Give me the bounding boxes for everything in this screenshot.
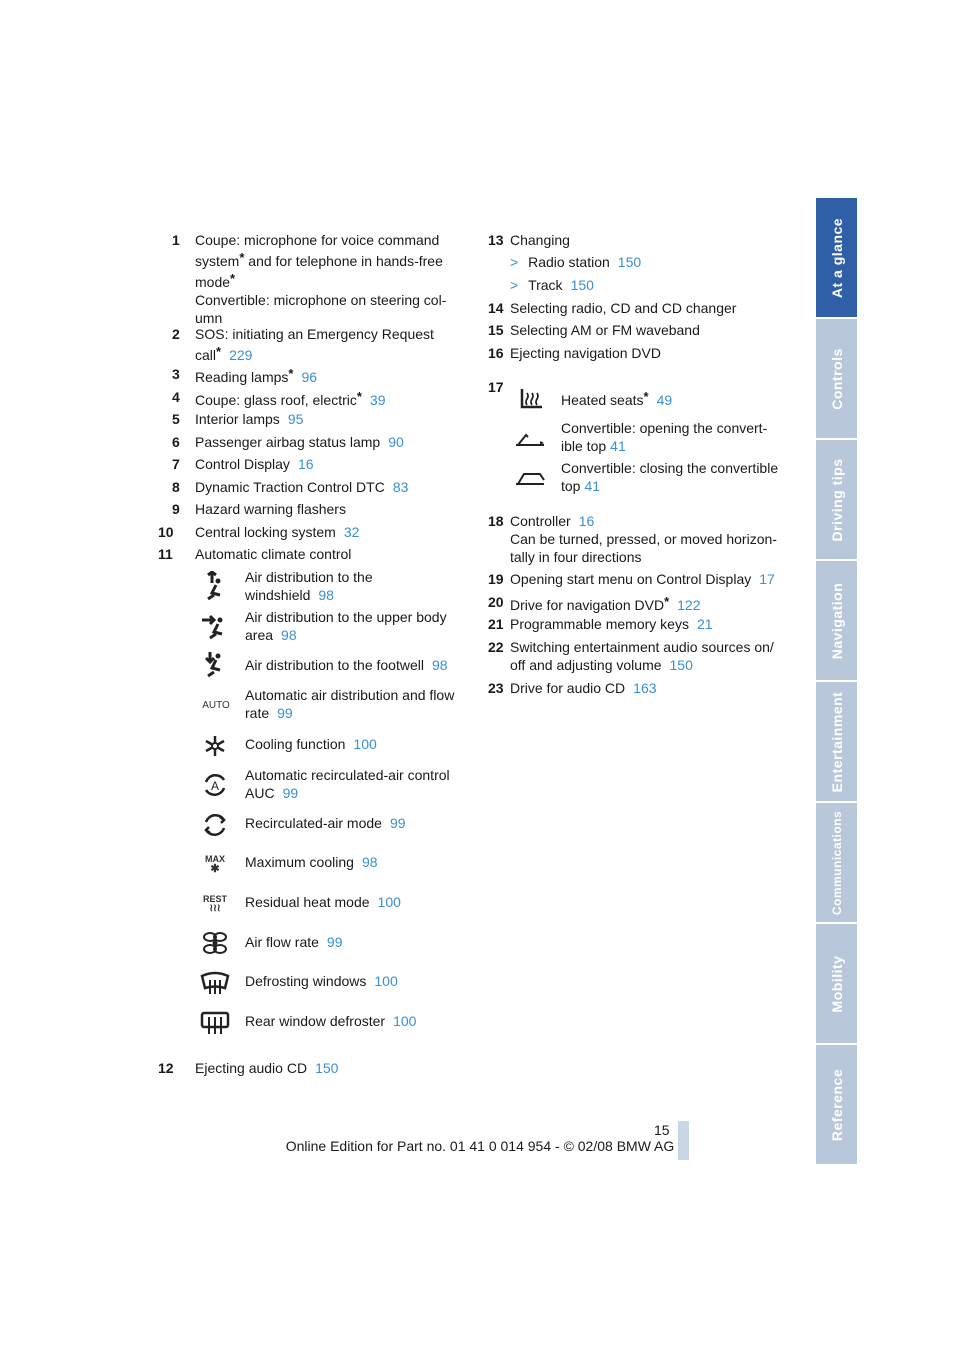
item-number: 7 <box>172 456 180 472</box>
tab-entertainment[interactable]: Entertainment <box>816 682 857 801</box>
tab-reference[interactable]: Reference <box>816 1045 857 1164</box>
page-ref-link[interactable]: 21 <box>696 616 713 632</box>
item-number: 6 <box>172 434 180 450</box>
page-ref-link[interactable]: 41 <box>610 438 626 454</box>
air-upper-body-icon <box>198 612 232 642</box>
item-number: 20 <box>488 594 504 610</box>
item-text: Air distribution to the <box>245 569 373 585</box>
sub-item <box>510 253 641 271</box>
item-text: tally in four directions <box>510 549 642 565</box>
item-text: Heated seats <box>561 392 644 408</box>
optional-star-icon: * <box>356 389 362 404</box>
item-text: Can be turned, pressed, or moved horizon- <box>510 531 777 547</box>
item-text: Control Display <box>195 456 290 472</box>
item-text: Automatic recirculated-air control <box>245 767 450 783</box>
page-ref-link[interactable]: 98 <box>361 854 378 870</box>
tab-controls[interactable]: Controls <box>816 319 857 438</box>
page-ref-link[interactable]: 229 <box>229 347 253 363</box>
tab-at-a-glance[interactable]: At a glance <box>816 198 857 317</box>
item-text: Residual heat mode <box>245 894 370 910</box>
climate-row <box>245 656 448 674</box>
item-text: mode <box>195 274 231 290</box>
fan-icon <box>198 928 232 958</box>
item-text: and for telephone in hands-free <box>248 253 443 269</box>
item-text: Passenger airbag status lamp <box>195 434 381 450</box>
item-text: Convertible: microphone on steering col- <box>195 292 447 308</box>
item-text: area <box>245 627 274 643</box>
climate-row <box>245 972 398 990</box>
sub-item <box>510 276 594 294</box>
defrost-windshield-icon <box>198 968 232 998</box>
item-number: 5 <box>172 411 180 427</box>
item-number: 3 <box>172 366 180 382</box>
climate-row <box>245 735 377 753</box>
page-ref-link[interactable]: 83 <box>392 479 409 495</box>
item-text: Convertible: opening the convert- <box>561 420 768 436</box>
tab-driving-tips[interactable]: Driving tips <box>816 440 857 559</box>
item-text: Central locking system <box>195 524 336 540</box>
optional-star-icon: * <box>664 594 670 609</box>
item-text: Recirculated-air mode <box>245 815 382 831</box>
climate-row <box>245 853 378 871</box>
item-number: 23 <box>488 680 504 696</box>
item-number: 10 <box>158 524 174 540</box>
item-text: Air distribution to the upper body <box>245 609 447 625</box>
item-text: Rear window defroster <box>245 1013 386 1029</box>
item-number: 11 <box>158 546 173 562</box>
item-text: Reading lamps <box>195 369 289 385</box>
page-ref-link[interactable]: 95 <box>287 411 304 427</box>
item-text: windshield <box>245 587 311 603</box>
item-text: Convertible: closing the convertible <box>561 460 779 476</box>
item-number: 8 <box>172 479 180 495</box>
feature-row <box>561 459 791 495</box>
item-number: 16 <box>488 345 504 361</box>
item-text: Air distribution to the footwell <box>245 657 424 673</box>
item-text: Ejecting audio CD <box>195 1060 308 1076</box>
item-text: Cooling function <box>245 736 346 752</box>
auto-icon: AUTO <box>202 700 230 711</box>
climate-row <box>245 893 401 911</box>
item-number: 9 <box>172 501 180 517</box>
top-open-icon <box>514 425 548 455</box>
item-text: Dynamic Traction Control DTC <box>195 479 385 495</box>
page-ref-link[interactable]: 99 <box>277 705 293 721</box>
page-ref-link[interactable]: 122 <box>677 597 701 613</box>
item-text: Coupe: glass roof, electric <box>195 392 357 408</box>
feature-row <box>561 388 672 409</box>
item-text: Selecting AM or FM waveband <box>510 322 700 338</box>
item-text: Hazard warning flashers <box>195 501 346 517</box>
rear-defrost-icon <box>198 1008 232 1038</box>
item-text: rate <box>245 705 270 721</box>
footer-text: Online Edition for Part no. 01 41 0 014 954 - © 02/08 BMW AG <box>285 1138 675 1154</box>
tab-communications[interactable]: Communications <box>816 803 857 922</box>
item-number: 13 <box>488 232 504 248</box>
item-number: 1 <box>172 232 180 248</box>
page-ref-link[interactable]: 100 <box>353 736 377 752</box>
item-text: top <box>561 478 581 494</box>
item-number: 18 <box>488 513 504 529</box>
item-text: Defrosting windows <box>245 973 367 989</box>
heated-seat-icon <box>514 385 548 415</box>
page-ref-link[interactable]: 17 <box>759 571 775 587</box>
item-number: 14 <box>488 300 504 316</box>
page-ref-link[interactable]: 98 <box>318 587 334 603</box>
page-ref-link[interactable]: 41 <box>584 478 601 494</box>
page-ref-link[interactable]: 32 <box>343 524 360 540</box>
item-text: Selecting radio, CD and CD changer <box>510 300 737 316</box>
page-number: 15 <box>654 1122 670 1138</box>
chapter-tabs <box>816 198 857 1160</box>
item-text: Automatic climate control <box>195 546 352 562</box>
air-windshield-icon <box>198 571 232 601</box>
page-ref-link[interactable]: 99 <box>389 815 406 831</box>
item-text: Drive for audio CD <box>510 680 626 696</box>
page-ref-link[interactable]: 98 <box>281 627 297 643</box>
item-text: Air flow rate <box>245 934 319 950</box>
page-ref-link[interactable]: 163 <box>633 680 657 696</box>
item-text: Track <box>528 277 563 293</box>
page-ref-link[interactable]: 16 <box>578 513 595 529</box>
climate-row <box>245 608 475 644</box>
page-ref-link[interactable]: 39 <box>369 392 386 408</box>
auc-icon <box>198 770 232 800</box>
item-number: 12 <box>158 1060 174 1076</box>
rest-heat-icon: REST ≀≀≀ <box>202 894 227 914</box>
max-cooling-icon: MAX ✱ <box>205 854 225 875</box>
optional-star-icon: * <box>230 271 236 286</box>
climate-row <box>245 766 475 802</box>
optional-star-icon: * <box>643 389 649 404</box>
item-text: Opening start menu on Control Display <box>510 571 752 587</box>
page-ref-link[interactable]: 99 <box>326 934 343 950</box>
item-text: Interior lamps <box>195 411 280 427</box>
bullet-icon: > <box>510 277 519 293</box>
page-ref-link[interactable]: 150 <box>669 657 693 673</box>
item-text: Programmable memory keys <box>510 616 689 632</box>
climate-row <box>245 933 343 951</box>
item-number: 2 <box>172 326 180 342</box>
air-footwell-icon <box>198 650 232 680</box>
optional-star-icon: * <box>239 250 245 265</box>
page-ref-link[interactable]: 98 <box>431 657 448 673</box>
item-number: 4 <box>172 389 180 405</box>
tab-mobility[interactable]: Mobility <box>816 924 857 1043</box>
item-text: system <box>195 253 240 269</box>
item-text: Changing <box>510 232 570 248</box>
bullet-icon: > <box>510 254 519 270</box>
page-ref-link[interactable]: 100 <box>374 973 398 989</box>
item-text: Maximum cooling <box>245 854 354 870</box>
optional-star-icon: * <box>288 366 294 381</box>
tab-navigation[interactable]: Navigation <box>816 561 857 680</box>
feature-row <box>561 419 791 455</box>
item-text: Switching entertainment audio sources on/ <box>510 639 774 655</box>
top-close-icon <box>514 464 548 494</box>
svg-text:A: A <box>210 779 220 793</box>
item-text: umn <box>195 310 223 326</box>
page-ref-link[interactable]: 100 <box>393 1013 417 1029</box>
item-text: Drive for navigation DVD <box>510 597 665 613</box>
climate-row <box>245 686 475 722</box>
item-number: 19 <box>488 571 504 587</box>
page-ref-link[interactable]: 150 <box>617 254 642 270</box>
item-number: 17 <box>488 379 504 395</box>
item-text: Automatic air distribution and flow <box>245 687 455 703</box>
climate-row <box>245 814 406 832</box>
page-ref-link[interactable]: 99 <box>282 785 299 801</box>
page-ref-link[interactable]: 150 <box>570 277 594 293</box>
item-number: 21 <box>488 616 504 632</box>
item-text: Coupe: microphone for voice command <box>195 232 440 248</box>
snowflake-icon <box>198 731 232 761</box>
page-ref-link[interactable]: 49 <box>656 392 673 408</box>
item-text: ible top <box>561 438 607 454</box>
recirculation-icon <box>198 810 232 840</box>
page-ref-link[interactable]: 150 <box>315 1060 339 1076</box>
page-ref-link[interactable]: 16 <box>297 456 314 472</box>
climate-row <box>245 1012 416 1030</box>
item-text: Radio station <box>528 254 610 270</box>
optional-star-icon: * <box>216 344 222 359</box>
item-number: 22 <box>488 639 504 655</box>
item-text: call <box>195 347 217 363</box>
climate-row <box>245 568 465 604</box>
page-ref-link[interactable]: 96 <box>301 369 318 385</box>
page-ref-link[interactable]: 100 <box>377 894 401 910</box>
item-text: Controller <box>510 513 571 529</box>
item-text: Ejecting navigation DVD <box>510 345 661 361</box>
item-text: SOS: initiating an Emergency Request <box>195 326 434 342</box>
item-number: 15 <box>488 322 504 338</box>
item-text: off and adjusting volume <box>510 657 662 673</box>
item-text: AUC <box>245 785 275 801</box>
page-ref-link[interactable]: 90 <box>388 434 404 450</box>
